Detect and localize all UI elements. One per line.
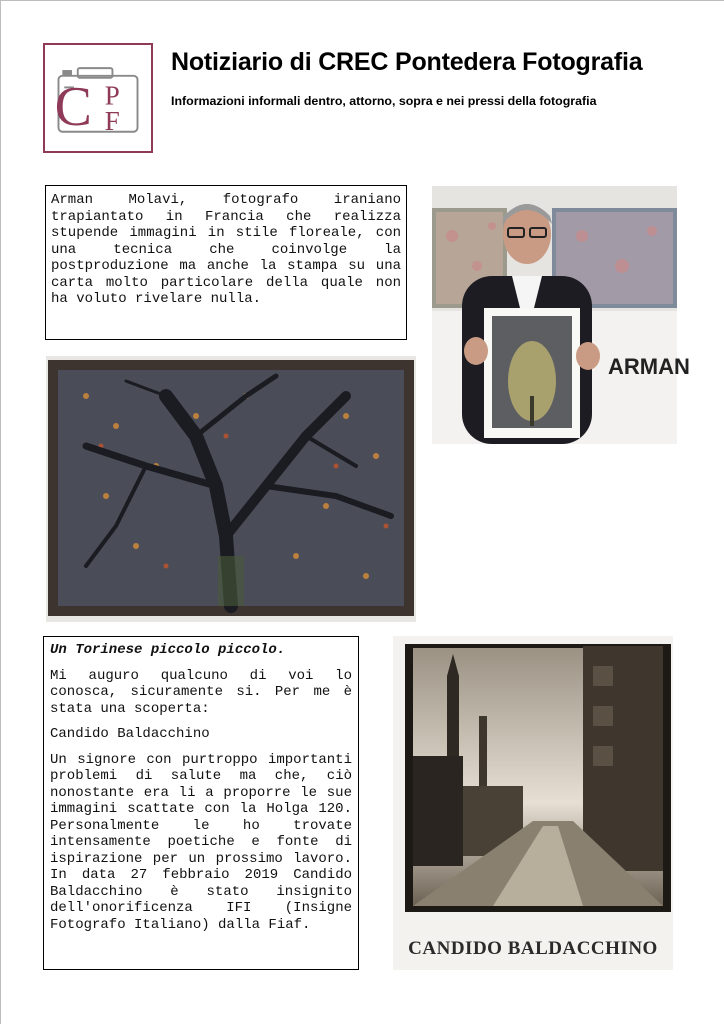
page-subtitle: Informazioni informali dentro, attorno, sopra e nei pressi della fotografia	[171, 94, 597, 108]
photo-caption: CANDIDO BALDACCHINO	[408, 938, 658, 959]
article-paragraph: Un signore con purtroppo importanti problemi di salute ma che, ciò nonostante era li a proporre le sue immagini scattate con la Holga 120. Personalmente le ho trovate intensamente poetiche e fonte di ispirazione per un prossimo lavoro. In data 27 febbraio 2019 Candido Baldacchino è stato insignito dell'onorificenza IFI (Insigne Fotografo Italiano) dalla Fiaf.	[50, 751, 352, 933]
article-paragraph: Candido Baldacchino	[50, 726, 210, 742]
arman-sign-text: ARMAN	[608, 354, 690, 379]
logo-letter-f: F	[104, 105, 120, 136]
article-paragraph: Mi auguro qualcuno di voi lo conosca, sicuramente si. Per me è stata una scoperta:	[50, 667, 352, 717]
molavi-tree-artwork-photo	[46, 356, 416, 622]
article-molavi-text: Arman Molavi, fotografo iraniano trapiantato in Francia che realizza stupende immagini in stile floreale, con una tecnica che coinvolge la postproduzione ma anche la stampa su una carta molto particolare della quale non ha voluto rivelare nulla.	[51, 192, 401, 307]
logo-letter-c: C	[54, 75, 92, 138]
baldacchino-street-photo	[393, 636, 673, 970]
arman-molavi-portrait-photo	[432, 186, 690, 444]
crec-logo	[43, 43, 153, 153]
page-title: Notiziario di CREC Pontedera Fotografia	[171, 48, 643, 76]
camera-logo-icon	[45, 45, 151, 151]
article-molavi-textbox	[45, 185, 407, 340]
article-heading: Un Torinese piccolo piccolo.	[50, 642, 286, 658]
article-baldacchino-textbox	[43, 636, 359, 970]
logo-letter-p: P	[104, 80, 120, 111]
